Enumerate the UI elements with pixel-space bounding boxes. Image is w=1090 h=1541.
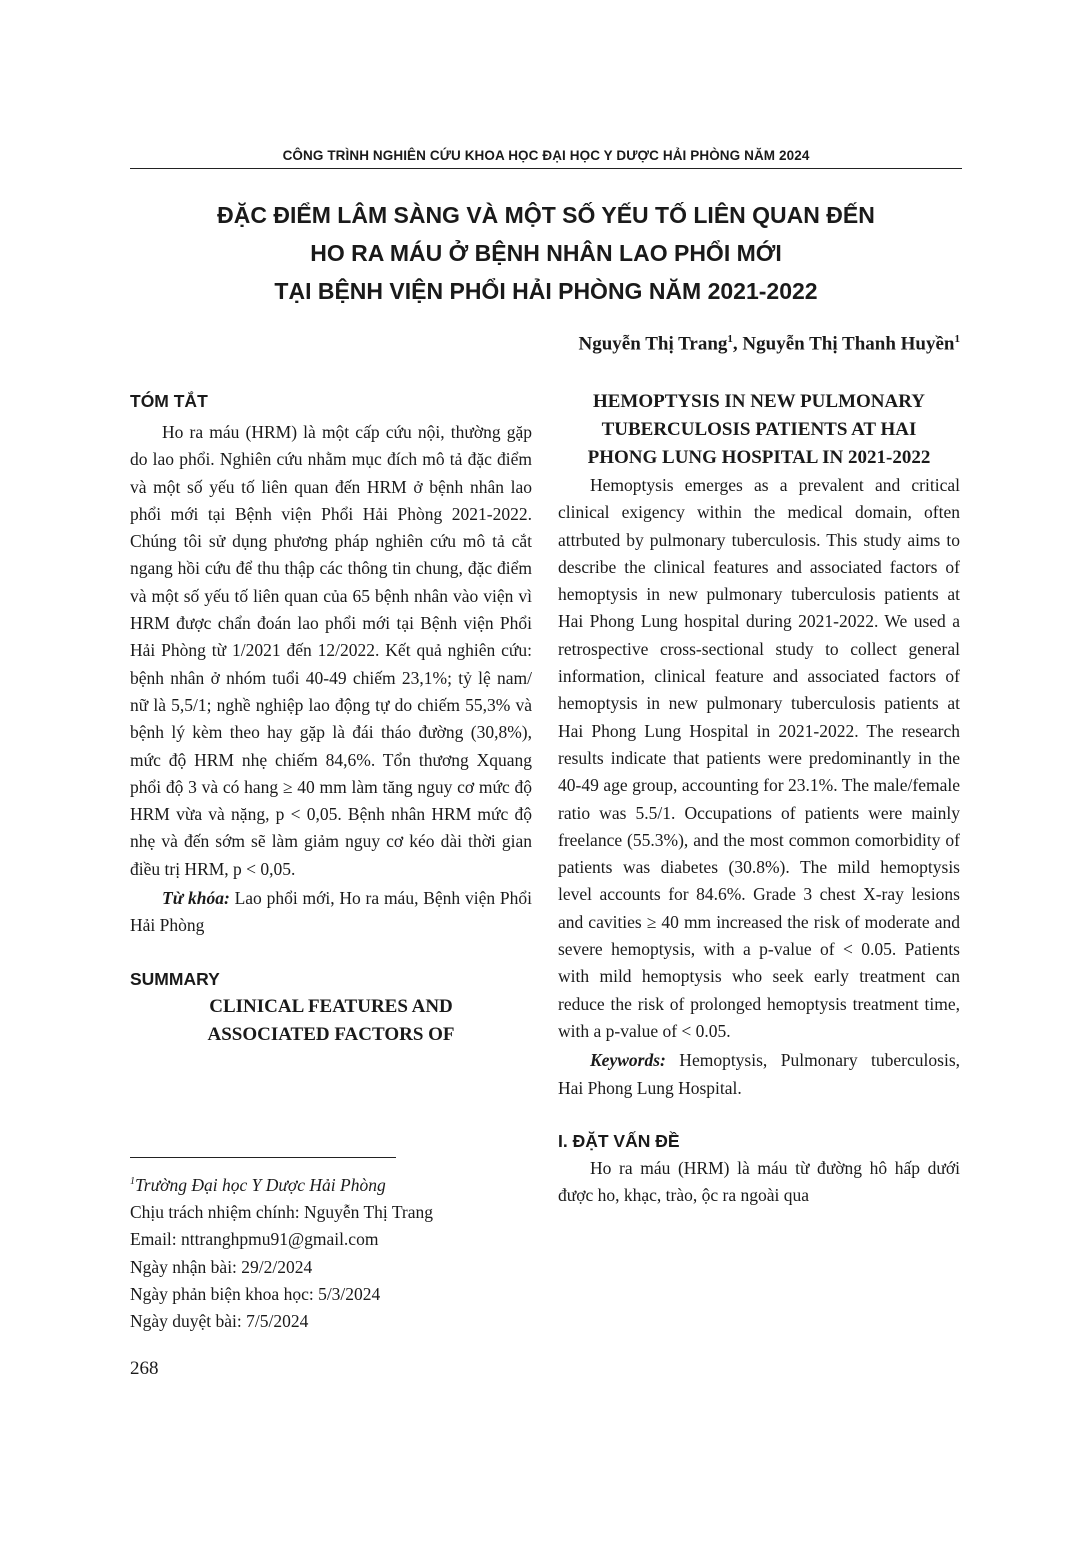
keywords-label: Từ khóa:	[162, 888, 230, 909]
right-column	[558, 388, 960, 1209]
summary-title-line: CLINICAL FEATURES AND	[209, 995, 453, 1017]
abstract-heading: TÓM TẮT	[130, 391, 208, 411]
keywords-label: Keywords:	[590, 1050, 666, 1071]
keywords-en	[558, 1047, 960, 1102]
review-date: Ngày phản biện khoa học: 5/3/2024	[130, 1284, 381, 1305]
title-line: TẠI BỆNH VIỆN PHỔI HẢI PHÒNG NĂM 2021-2022	[274, 278, 818, 304]
keywords-text: Hemoptysis, Pulmonary tuberculosis, Hai Phong Lung Hospital.	[558, 1050, 960, 1098]
summary-title-line: HEMOPTYSIS IN NEW PULMONARY	[592, 391, 926, 412]
section-heading: I. ĐẶT VẤN ĐỀ	[558, 1130, 680, 1151]
section-body: Ho ra máu (HRM) là máu từ đường hô hấp dưới được ho, khạc, trào, ộc ra ngoài qua	[558, 1157, 960, 1206]
email: Email: nttranghpmu91@gmail.com	[130, 1229, 379, 1250]
author-name: Nguyễn Thị Thanh Huyền	[742, 333, 955, 355]
affiliation-marker: 1	[727, 333, 733, 345]
left-column	[130, 388, 532, 1049]
summary-title-part	[558, 388, 960, 472]
summary-title-line: PHONG LUNG HOSPITAL IN 2021-2022	[587, 447, 931, 468]
affiliation-name: Trường Đại học Y Dược Hải Phòng	[135, 1174, 386, 1195]
running-header: CÔNG TRÌNH NGHIÊN CỨU KHOA HỌC ĐẠI HỌC Y DƯỢC HẢI PHÒNG NĂM 2024	[282, 148, 810, 163]
summary-title-line: TUBERCULOSIS PATIENTS AT HAI	[601, 419, 917, 440]
received-date: Ngày nhận bài: 29/2/2024	[130, 1256, 313, 1277]
title-line: ĐẶC ĐIỂM LÂM SÀNG VÀ MỘT SỐ YẾU TỐ LIÊN QUAN ĐẾN	[217, 202, 875, 228]
summary-title-line: ASSOCIATED FACTORS OF	[207, 1023, 455, 1045]
accepted-date: Ngày duyệt bài: 7/5/2024	[130, 1311, 309, 1332]
author-name: Nguyễn Thị Trang	[578, 333, 728, 355]
paper-title	[130, 196, 962, 310]
summary-body: Hemoptysis emerges as a prevalent and critical clinical exigency within the medical domain, often attrbuted by pulmonary tuberculosis. This study aims to describe the clinical features and associated factors of hemoptysis in new pulmonary tuberculosis patients at Hai Phong Lung hospital during 2021-2022. We used a retrospective cross-sectional study to collect general information, clinical feature and associated factors of hemoptysis in new pulmonary tuberculosis patients at Hai Phong Lung Hospital in 2021-2022. The research results indicate that patients were predominantly in the 40-49 age group, accounting for 23.1%. The male/female ratio was 5.5/1. Occupations of patients were mainly freelance (55.3%), and the most common comorbidity of patients was diabetes (30.8%). The mild hemoptysis level accounts for 84.6%. Grade 3 chest X-ray lesions and cavities ≥ 40 mm increased the risk of moderate and severe hemoptysis, with a p-value of < 0.05. Patients with mild hemoptysis who seek early treatment can reduce the risk of prolonged hemoptysis treatment time, with a p-value of < 0.05.	[558, 475, 960, 1041]
corresponding-author: Chịu trách nhiệm chính: Nguyễn Thị Trang	[130, 1202, 433, 1223]
summary-title-part	[130, 993, 532, 1049]
author-list	[579, 333, 960, 355]
keywords-text: Lao phổi mới, Ho ra máu, Bệnh viện Phổi Hải Phòng	[130, 888, 532, 936]
abstract-body: Ho ra máu (HRM) là một cấp cứu nội, thường gặp do lao phổi. Nghiên cứu nhằm mục đích mô tả đặc điểm và một số yếu tố liên quan đến HRM ở bệnh nhân lao phổi mới tại Bệnh viện Phổi Hải Phòng 2021-2022. Chúng tôi sử dụng phương pháp nghiên cứu mô tả cắt ngang hồi cứu để thu thập các thông tin chung, đặc điểm và một số yếu tố liên quan của 65 bệnh nhân vào viện vì HRM được chẩn đoán lao phổi mới tại Bệnh viện Phổi Hải Phòng từ 1/2021 đến 12/2022. Kết quả nghiên cứu: bệnh nhân ở nhóm tuổi 40-49 chiếm 23,1%; tỷ lệ nam/ nữ là 5,5/1; nghề nghiệp lao động tự do chiếm 55,3% và bệnh lý kèm theo hay gặp là đái tháo đường (30,8%), mức độ HRM nhẹ chiếm 84,6%. Tổn thương Xquang phổi độ 3 và có hang ≥ 40 mm làm tăng nguy cơ mức độ HRM vừa và nặng, p < 0,05. Bệnh nhân HRM mức độ nhẹ và đến sớm sẽ làm giảm nguy cơ kéo dài thời gian điều trị HRM, p < 0,05.	[130, 422, 532, 879]
footnote	[130, 1168, 532, 1336]
affiliation-marker: 1	[954, 333, 960, 345]
summary-heading: SUMMARY	[130, 968, 220, 989]
title-line: HO RA MÁU Ở BỆNH NHÂN LAO PHỔI MỚI	[310, 240, 782, 266]
keywords-vi	[130, 885, 532, 940]
affiliation	[130, 1168, 532, 1199]
header-rule	[130, 168, 962, 169]
footnote-rule	[130, 1157, 396, 1158]
page-number: 268	[130, 1358, 159, 1379]
affiliation-marker: 1	[130, 1176, 135, 1187]
author-separator: ,	[732, 333, 743, 355]
